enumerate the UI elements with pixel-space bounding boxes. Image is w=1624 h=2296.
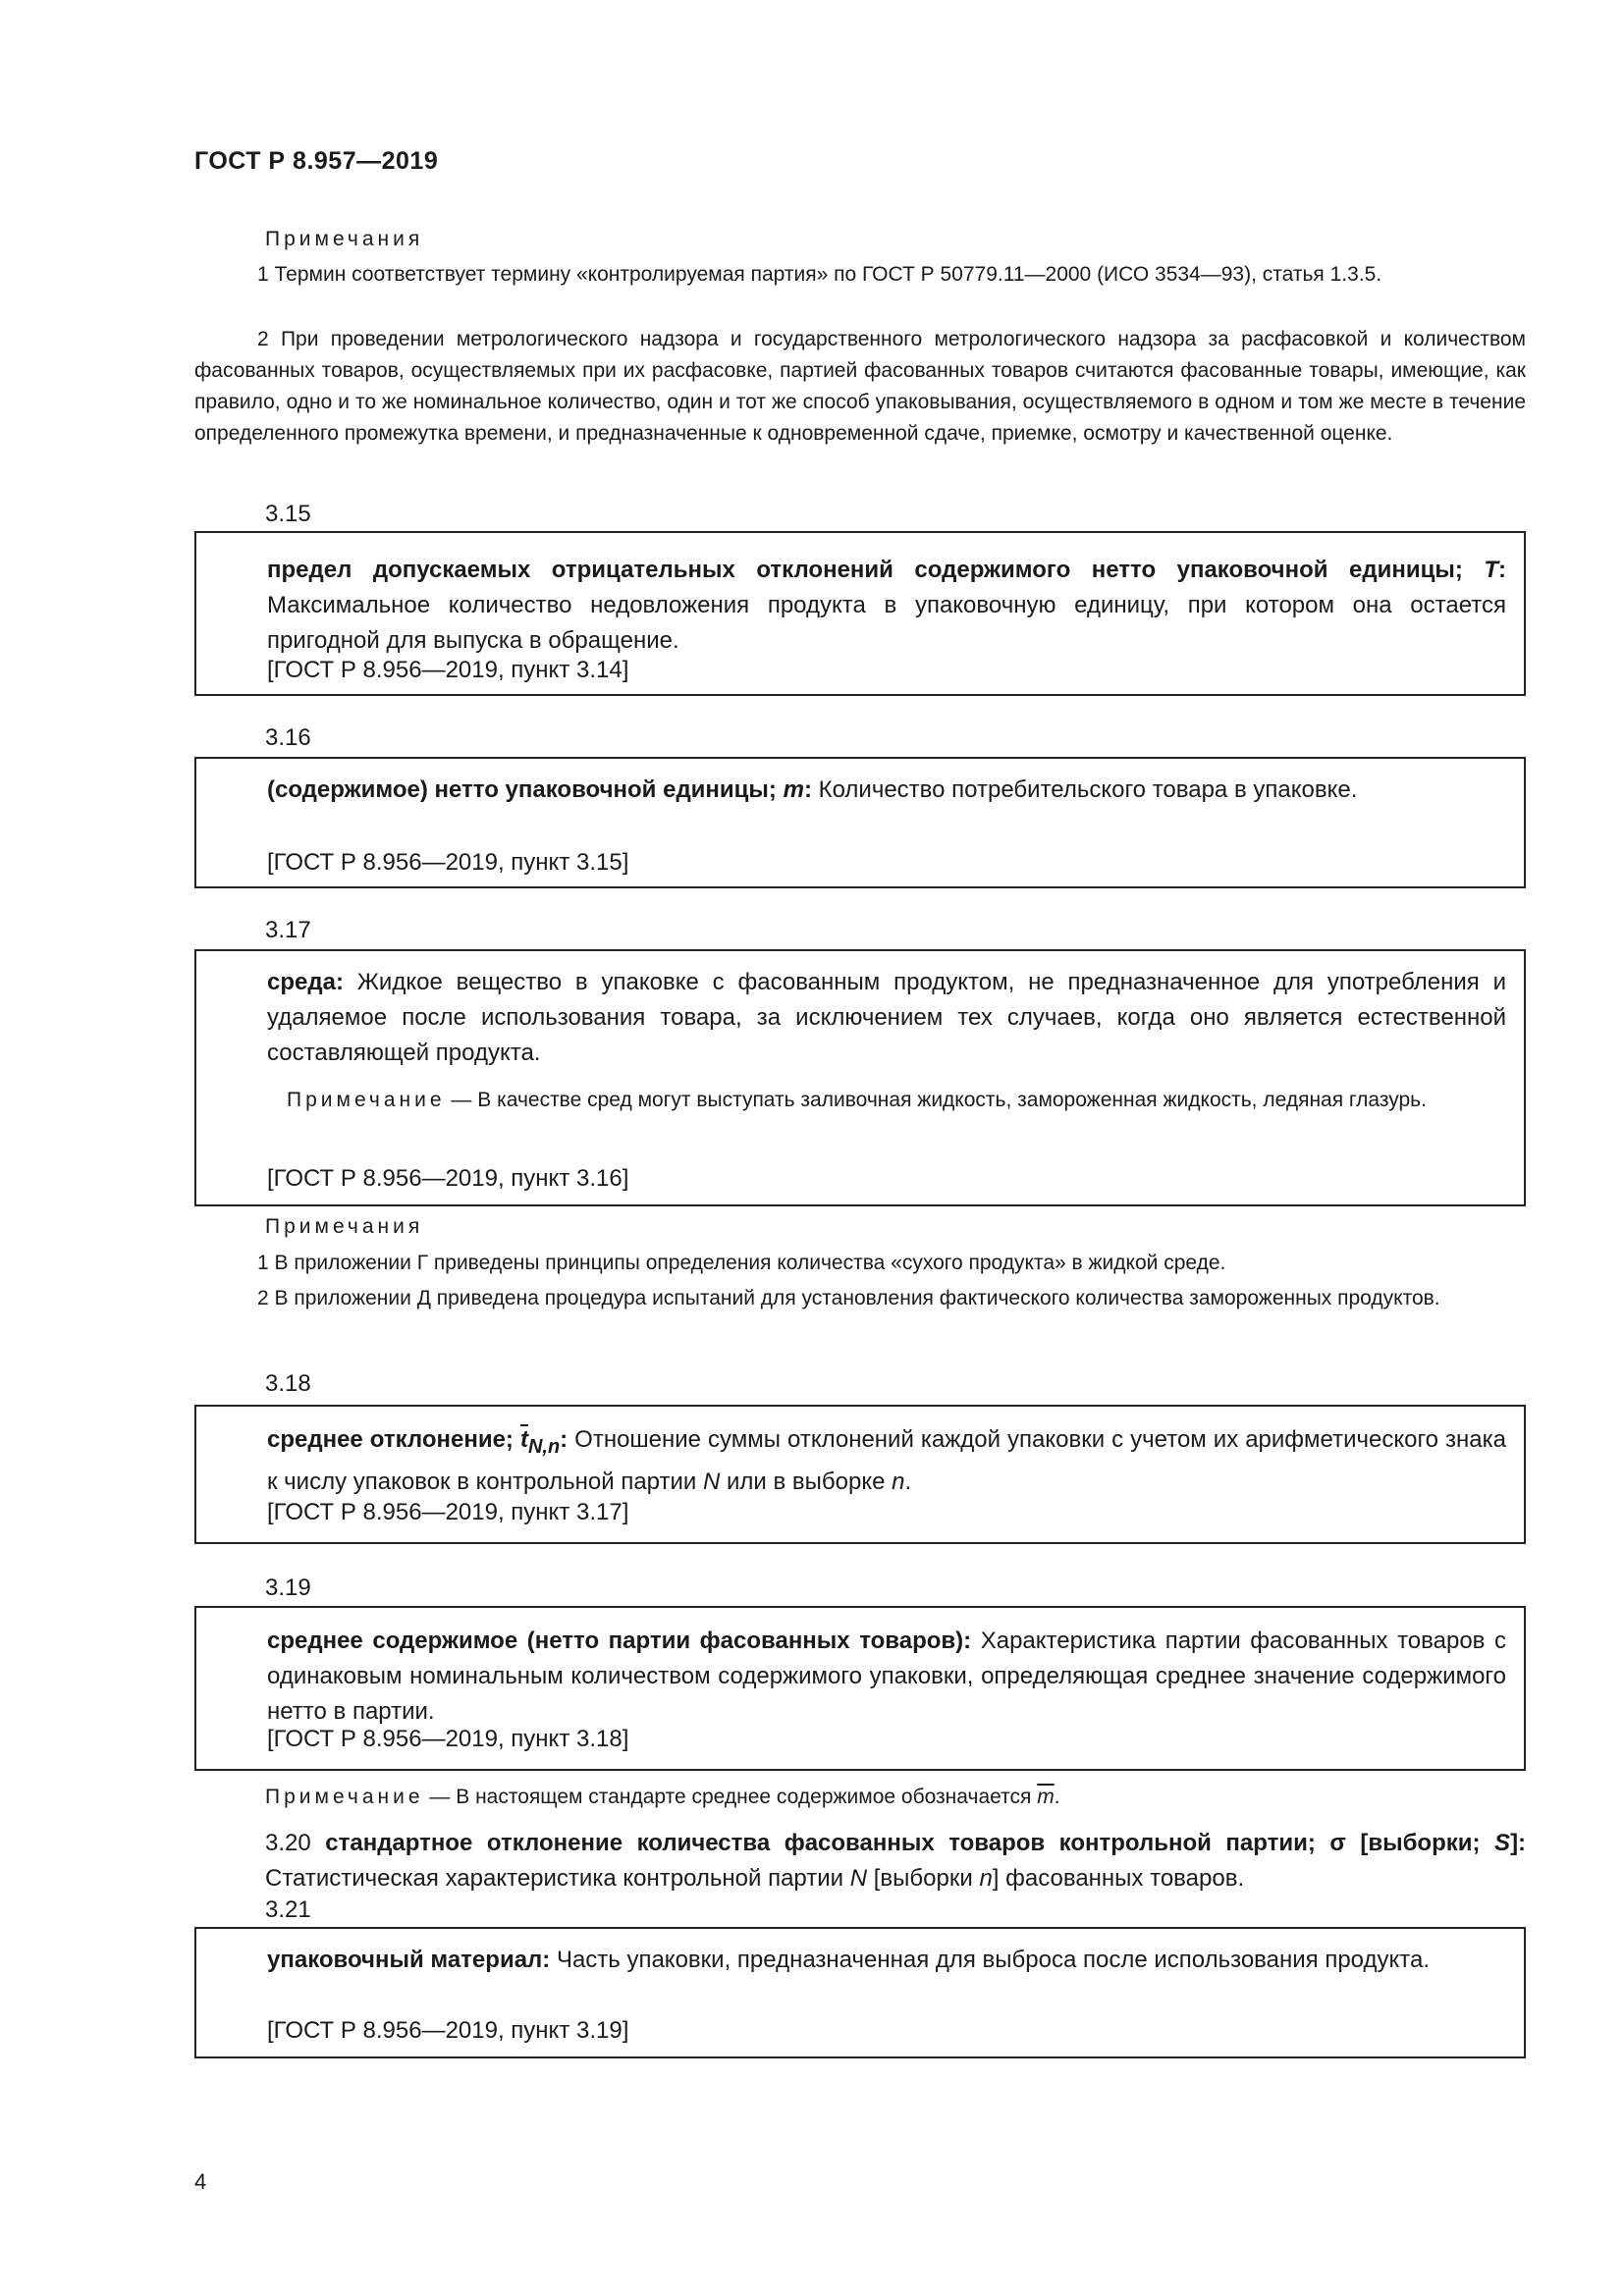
document-header: ГОСТ Р 8.957—2019 — [194, 147, 439, 175]
note-2: 2 В приложении Д приведена процедура испытаний для установления фактического количества замороженных продуктов. — [257, 1287, 1440, 1309]
definition-text: (содержимое) нетто упаковочной единицы; m: Количество потребительского товара в упаковке. — [267, 776, 1358, 803]
source-reference: [ГОСТ Р 8.956—2019, пункт 3.18] — [267, 1726, 629, 1752]
notes-title: Примечания — [265, 1215, 424, 1238]
source-reference: [ГОСТ Р 8.956—2019, пункт 3.14] — [267, 657, 629, 683]
definition-box-3-17 — [194, 949, 1526, 1206]
definition-note: Примечание — В качестве сред могут выступать заливочная жидкость, замороженная жидкость, ледяная глазурь. — [287, 1089, 1427, 1111]
definition-text: среда: Жидкое вещество в упаковке с фасованным продуктом, не предназначенное для употребления и удаляемое после использования товара, за исключением тех случаев, когда оно является естественной составляющей продукта. — [267, 969, 1506, 1066]
page-number: 4 — [194, 2169, 207, 2194]
definition-box-3-15 — [194, 531, 1526, 696]
note-2: 2 При проведении метрологического надзора и государственного метрологического надзора за расфасовкой и количеством фасованных товаров, осуществляемых при их расфасовке, партией фасованных товаров считаются фасованные товары, имеющие, как правило, одно и то же номинальное количество, один и тот же способ упаковывания, осуществляемого в одном и том же месте в течение определенного промежутка времени, и предназначенные к одновременной сдаче, приемке, осмотру и качественной оценке. — [194, 328, 1526, 445]
section-number: 3.19 — [265, 1575, 311, 1601]
definition-box-3-19 — [194, 1606, 1526, 1771]
definition-text: среднее отклонение; $\overline{t}_{N,n}$: Отношение суммы отклонений каждой упаковки с учетом их арифметического знака к числу упаковок в контрольной партии N или в выборке n. — [267, 1426, 1507, 1495]
source-reference: [ГОСТ Р 8.956—2019, пункт 3.17] — [267, 1499, 629, 1525]
mean-content-symbol: $\overline{m}$ — [1037, 1786, 1055, 1808]
section-number: 3.18 — [265, 1370, 311, 1397]
section-number: 3.21 — [265, 1896, 311, 1923]
definition-text: упаковочный материал: Часть упаковки, предназначенная для выброса после использования продукта. — [267, 1947, 1430, 1973]
mean-deviation-symbol: $\overline{t}$ — [519, 1426, 528, 1453]
source-reference: [ГОСТ Р 8.956—2019, пункт 3.16] — [267, 1165, 629, 1192]
source-reference: [ГОСТ Р 8.956—2019, пункт 3.15] — [267, 849, 629, 876]
section-number: 3.15 — [265, 501, 311, 527]
notes-title: Примечания — [265, 228, 424, 250]
definition-text: предел допускаемых отрицательных отклонений содержимого нетто упаковочной единицы; T: Максимальное количество недовложения продукта в упаковочную единицу, при котором она остается пригодной для выпуска в обращение. — [267, 557, 1506, 654]
source-reference: [ГОСТ Р 8.956—2019, пункт 3.19] — [267, 2017, 629, 2044]
note-1: 1 В приложении Г приведены принципы определения количества «сухого продукта» в жидкой среде. — [257, 1252, 1226, 1274]
definition-box-3-21 — [194, 1927, 1526, 2058]
definition-3-20: 3.20 стандартное отклонение количества фасованных товаров контрольной партии; σ [выборки; S]: Статистическая характеристика контрольной партии N [выборки n] фасованных товаров. — [265, 1830, 1527, 1892]
definition-box-3-18 — [194, 1405, 1526, 1544]
note-1: 1 Термин соответствует термину «контролируемая партия» по ГОСТ Р 50779.11—2000 (ИСО 3534—93), статья 1.3.5. — [257, 263, 1382, 286]
definition-text: среднее содержимое (нетто партии фасованных товаров): Характеристика партии фасованных товаров с одинаковым номинальным количеством содержимого упаковки, определяющая среднее значение содержимого нетто в партии. — [267, 1628, 1506, 1725]
section-number: 3.16 — [265, 724, 311, 751]
definition-box-3-16 — [194, 757, 1526, 888]
section-number: 3.17 — [265, 917, 311, 943]
note-3-19: Примечание — В настоящем стандарте среднее содержимое обозначается $\overline{m}$. — [265, 1786, 1060, 1808]
